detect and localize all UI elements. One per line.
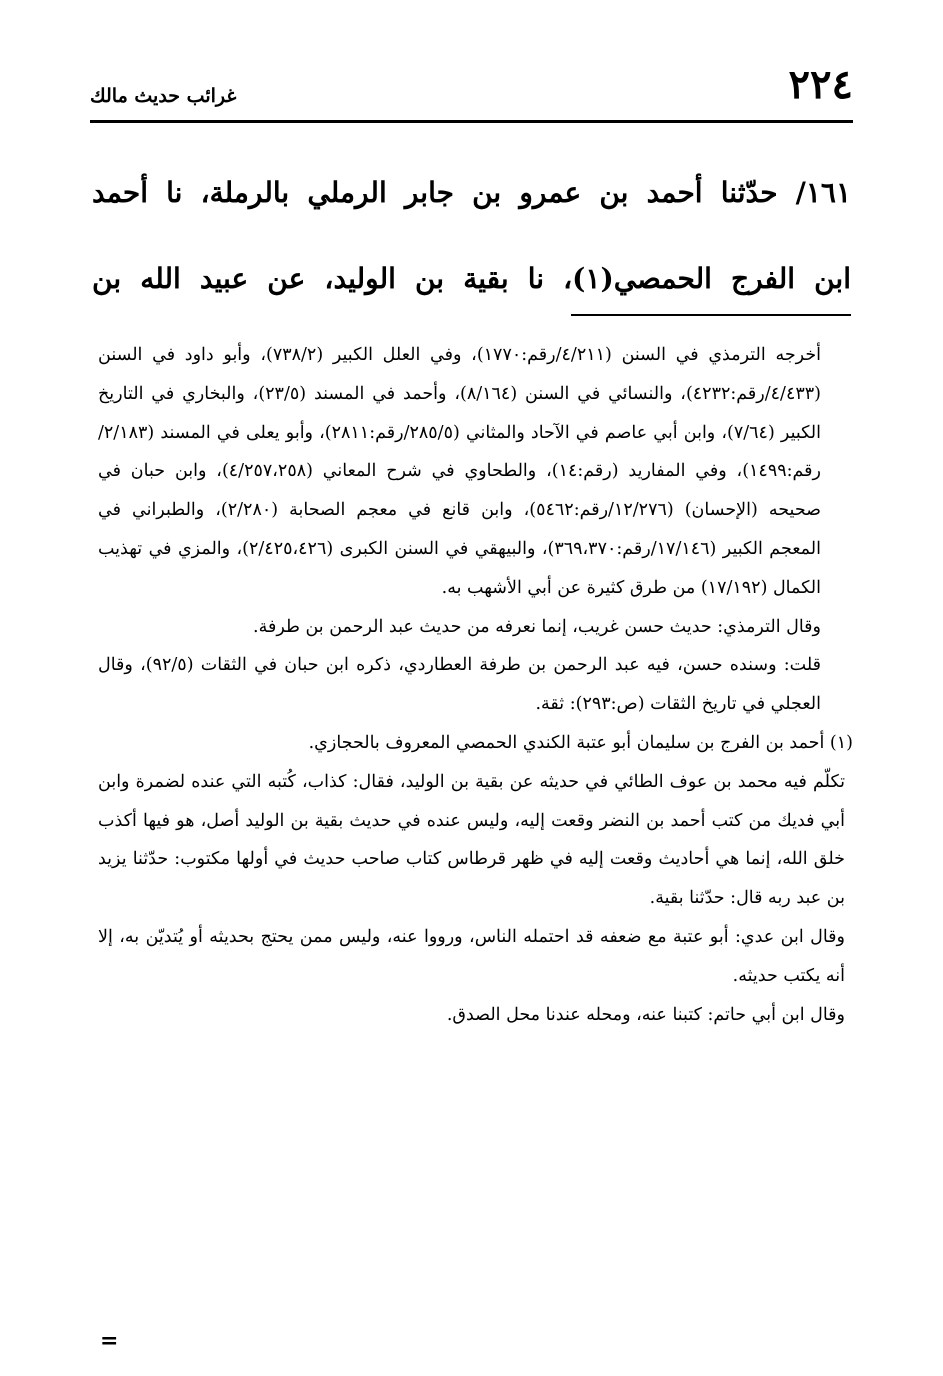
- footnote-1: (١) أحمد بن الفرج بن سليمان أبو عتبة الكندي الحمصي المعروف بالحجازي.: [308, 732, 853, 753]
- page-header: [90, 60, 853, 120]
- narrator-criticism: تكلّم فيه محمد بن عوف الطائي في حديثه عن بقية بن الوليد، فقال: كذاب، كُتبه التي عنده لضمرة وابن أبي فديك من كتب أحمد بن النضر وقعت إليه، وليس عنده في حديث بقية بن الوليد أصل، هو فيها أكذب خلق الله، إنما هي أحاديث وقعت إليه في ظهر قرطاس كتاب صاحب حديث في أولها مكتوب: حدّثنا يزيد بن عبد ربه قال: حدّثنا بقية.: [98, 771, 845, 909]
- main-text: [92, 150, 851, 322]
- main-text-line: ابن الفرج الحمصي(١)، نا بقية بن الوليد، عن عبيد الله بن: [92, 262, 851, 295]
- page-number: ٢٢٤: [788, 61, 853, 108]
- running-title: غرائب حديث مالك: [90, 85, 237, 107]
- tirmidhi-comment: وقال الترمذي: حديث حسن غريب، إنما نعرفه من حديث عبد الرحمن بن طرفة.: [253, 616, 821, 637]
- takhrij-paragraph: أخرجه الترمذي في السنن (٤/٢١١/رقم:١٧٧٠)، وفي العلل الكبير (٧٣٨/٢)، وأبو داود في السنن (٤/٤٣٣/رقم:٤٢٣٢)، والنسائي في السنن (٨/١٦٤)، وأحمد في المسند (٢٣/٥)، والبخاري في التاريخ الكبير (٧/٦٤)، وابن أبي عاصم في الآحاد والمثاني (٢٨٥/٥/رقم:٢٨١١)، وأبو يعلى في المسند (٢/١٨٣/رقم:١٤٩٩)، وفي المفاريد (رقم:١٤)، والطحاوي في شرح المعاني (٤/٢٥٧،٢٥٨)، وابن حبان في صحيحه (الإحسان) (١٢/٢٧٦/رقم:٥٤٦٢)، وابن قانع في معجم الصحابة (٢/٢٨٠)، والطبراني في المعجم الكبير (١٧/١٤٦/رقم:٣٦٩،٣٧٠)، والبيهقي في السنن الكبرى (٢/٤٢٥،٤٢٦)، والمزي في تهذيب الكمال (١٧/١٩٢) من طرق كثيرة عن أبي الأشهب به.: [98, 345, 821, 598]
- footnotes: [98, 336, 853, 1034]
- ibn-abi-hatim-comment: وقال ابن أبي حاتم: كتبنا عنه، ومحله عندنا محل الصدق.: [446, 1004, 845, 1025]
- continuation-mark: =: [100, 1328, 119, 1354]
- footnote-divider: [571, 314, 851, 316]
- header-divider: [90, 120, 853, 123]
- author-comment: قلت: وسنده حسن، فيه عبد الرحمن بن طرفة العطاردي، ذكره ابن حبان في الثقات (٩٢/٥)، وقال العجلي في تاريخ الثقات (ص:٢٩٣): ثقة.: [98, 655, 821, 715]
- ibn-adi-comment: وقال ابن عدي: أبو عتبة مع ضعفه قد احتمله الناس، ورووا عنه، وليس ممن يحتج بحديثه أو يُتديّن به، إلا أنه يكتب حديثه.: [98, 926, 845, 986]
- main-text-line: ١٦١/ حدّثنا أحمد بن عمرو بن جابر الرملي بالرملة، نا أحمد: [92, 176, 851, 209]
